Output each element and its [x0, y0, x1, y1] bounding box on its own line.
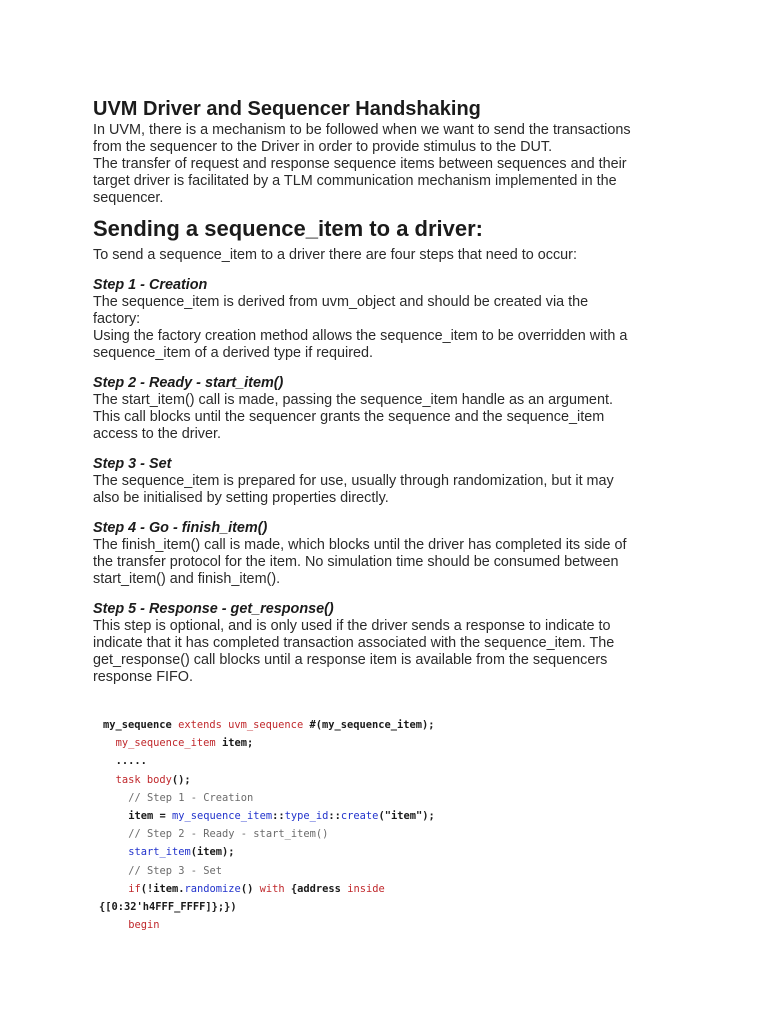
code-token: item =	[128, 809, 172, 822]
code-line	[103, 789, 663, 807]
code-line	[103, 916, 663, 934]
code-token: if	[128, 882, 141, 895]
code-token: .....	[115, 755, 147, 768]
code-token: my_sequence	[103, 719, 179, 731]
code-line	[103, 734, 663, 752]
step-3-title: Step 3 - Set	[93, 456, 172, 472]
step-2-body: The start_item() call is made, passing the sequence_item handle as an argument. This call blocks until the sequencer grants the sequence and the sequence_item access to the driver.	[93, 392, 613, 442]
code-token: body	[146, 773, 172, 786]
code-token: ::	[328, 809, 341, 822]
step-1	[93, 277, 683, 362]
code-token: ();	[171, 773, 191, 786]
document-page	[93, 96, 683, 686]
section-intro: To send a sequence_item to a driver there are four steps that need to occur:	[93, 247, 577, 263]
page-title: UVM Driver and Sequencer Handshaking	[93, 98, 481, 120]
code-token: begin	[128, 919, 160, 932]
step-1-body: The sequence_item is derived from uvm_object and should be created via the factory: Using the factory creation method allows the sequence_item to be overridden with a sequence_item of a derived type if required.	[93, 294, 628, 361]
intro-paragraph-2: The transfer of request and response sequence items between sequences and their target driver is facilitated by a TLM communication mechanism implemented in the sequencer.	[93, 156, 627, 206]
code-line	[103, 807, 663, 825]
code-token: create	[340, 809, 379, 822]
code-token: #(my_sequence_item);	[309, 719, 435, 731]
code-token: my_sequence_item	[115, 737, 222, 750]
code-token: uvm_sequence	[228, 719, 310, 731]
code-token: {address	[290, 882, 348, 895]
code-token: item;	[221, 737, 254, 750]
code-token: ::	[272, 809, 285, 822]
code-token: (!item.	[140, 882, 185, 895]
intro-paragraph-1: In UVM, there is a mechanism to be followed when we want to send the transactions from the sequencer to the Driver in order to provide stimulus to the DUT.	[93, 122, 631, 155]
step-1-title: Step 1 - Creation	[93, 277, 208, 293]
step-4-title: Step 4 - Go - finish_item()	[93, 520, 268, 536]
code-token: // Step 3 - Set	[128, 864, 223, 877]
code-token: extends	[178, 719, 229, 731]
code-token: type_id	[284, 809, 329, 822]
step-2	[93, 375, 683, 443]
code-token: randomize	[184, 882, 241, 895]
code-line	[103, 771, 663, 789]
code-token: with	[259, 882, 291, 895]
step-2-title: Step 2 - Ready - start_item()	[93, 375, 284, 391]
code-token: // Step 2 - Ready - start_item()	[128, 828, 329, 841]
step-4-body: The finish_item() call is made, which blocks until the driver has completed its side of the transfer protocol for the item. No simulation time should be consumed between start_item() and finish_item().	[93, 537, 627, 587]
code-token: // Step 1 - Creation	[128, 791, 254, 804]
step-5-title: Step 5 - Response - get_response()	[93, 601, 334, 617]
code-line	[99, 898, 663, 916]
code-token: task	[115, 773, 147, 786]
code-token: start_item	[128, 846, 191, 859]
code-token: {[0:32'h4FFF_FFFF]};})	[99, 900, 237, 913]
step-4	[93, 520, 683, 588]
code-line	[103, 825, 663, 843]
code-block	[99, 716, 663, 934]
step-5-body: This step is optional, and is only used if the driver sends a response to indicate to indicate that it has completed transaction associated with the sequence_item. The get_response() call blocks until a response item is available from the sequencers response FIFO.	[93, 618, 615, 685]
code-line	[103, 716, 663, 734]
code-line	[103, 880, 663, 898]
step-3	[93, 456, 683, 507]
code-line	[103, 862, 663, 880]
section-title: Sending a sequence_item to a driver:	[93, 216, 484, 241]
code-line	[103, 752, 663, 770]
code-token: ()	[240, 882, 260, 895]
step-3-body: The sequence_item is prepared for use, usually through randomization, but it may also be initialised by setting properties directly.	[93, 473, 614, 506]
code-token: ("item");	[378, 809, 435, 822]
code-token: inside	[347, 882, 385, 895]
step-5	[93, 601, 683, 686]
code-line	[103, 843, 663, 861]
code-token: my_sequence_item	[171, 809, 273, 822]
code-token: (item);	[190, 846, 235, 859]
